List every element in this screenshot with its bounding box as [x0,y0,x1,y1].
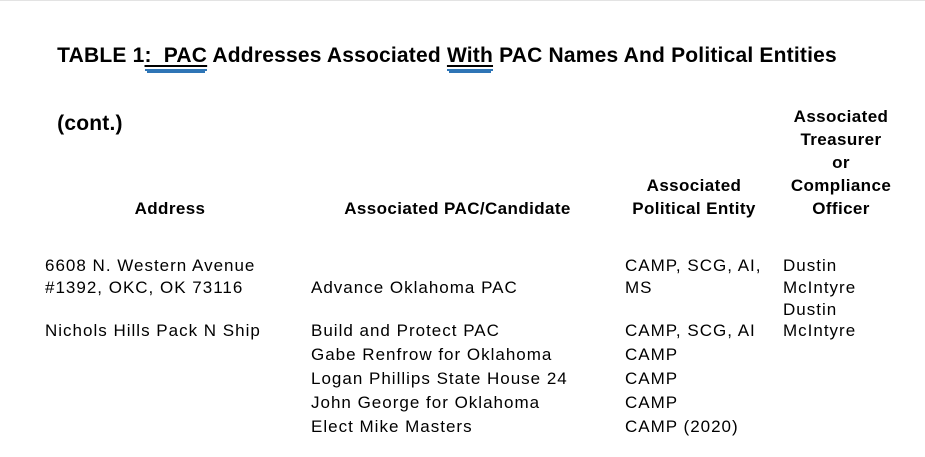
cell-political-entity [625,255,780,299]
cell-political-entity [625,319,780,439]
text-line: McIntyre [783,278,857,297]
text-line: Treasurer [800,130,882,149]
cell-pac-candidate [311,319,611,439]
text-line: Dustin [783,300,838,319]
text-line: McIntyre [783,321,857,340]
table-row [0,319,925,449]
column-header-political-entity [614,174,774,220]
text-line: CAMP, SCG, AI [625,321,756,340]
cell-treasurer-officer [783,319,918,343]
column-header-pac-candidate [310,197,605,220]
text-line: CAMP [625,393,679,412]
text-line: Address [134,199,206,218]
column-header-address [45,197,295,220]
text-line: MS [625,278,653,297]
title-text: PAC Names And Political Entities [493,44,837,67]
title-text: Addresses Associated [207,44,447,67]
cell-pac-candidate [311,255,611,299]
table-row [0,255,925,321]
column-header-treasurer-officer [778,105,904,220]
text-line: CAMP [625,369,679,388]
title-underlined-text: With [447,44,493,71]
text-line: Associated [793,107,889,126]
cell-address [45,319,305,343]
text-line: 6608 N. Western Avenue [45,256,256,275]
text-line: Nichols Hills Pack N Ship [45,321,261,340]
text-line: Associated PAC/Candidate [344,199,571,218]
text-line: Political Entity [632,199,756,218]
table-title-cont: (cont.) [57,112,123,135]
text-line: John George for Oklahoma [311,393,541,412]
text-line: Compliance [790,176,892,195]
text-line: Build and Protect PAC [311,321,500,340]
text-line: Dustin [783,256,838,275]
cell-treasurer-officer [783,255,918,321]
title-text: TABLE 1 [57,44,145,67]
text-line: Advance Oklahoma PAC [311,278,518,297]
text-line: CAMP [625,345,679,364]
text-line: Officer [812,199,870,218]
text-line: or [832,153,850,172]
text-line: Gabe Renfrow for Oklahoma [311,345,553,364]
text-line: CAMP, SCG, AI, [625,256,762,275]
text-line: Logan Phillips State House 24 [311,369,568,388]
cell-address [45,255,305,299]
text-line [311,255,611,277]
text-line: CAMP (2020) [625,417,739,436]
text-line: Elect Mike Masters [311,417,473,436]
text-line: #1392, OKC, OK 73116 [45,278,244,297]
title-underlined-text: : PAC [145,44,208,71]
text-line: Associated [646,176,742,195]
table-title-line1 [57,44,837,71]
